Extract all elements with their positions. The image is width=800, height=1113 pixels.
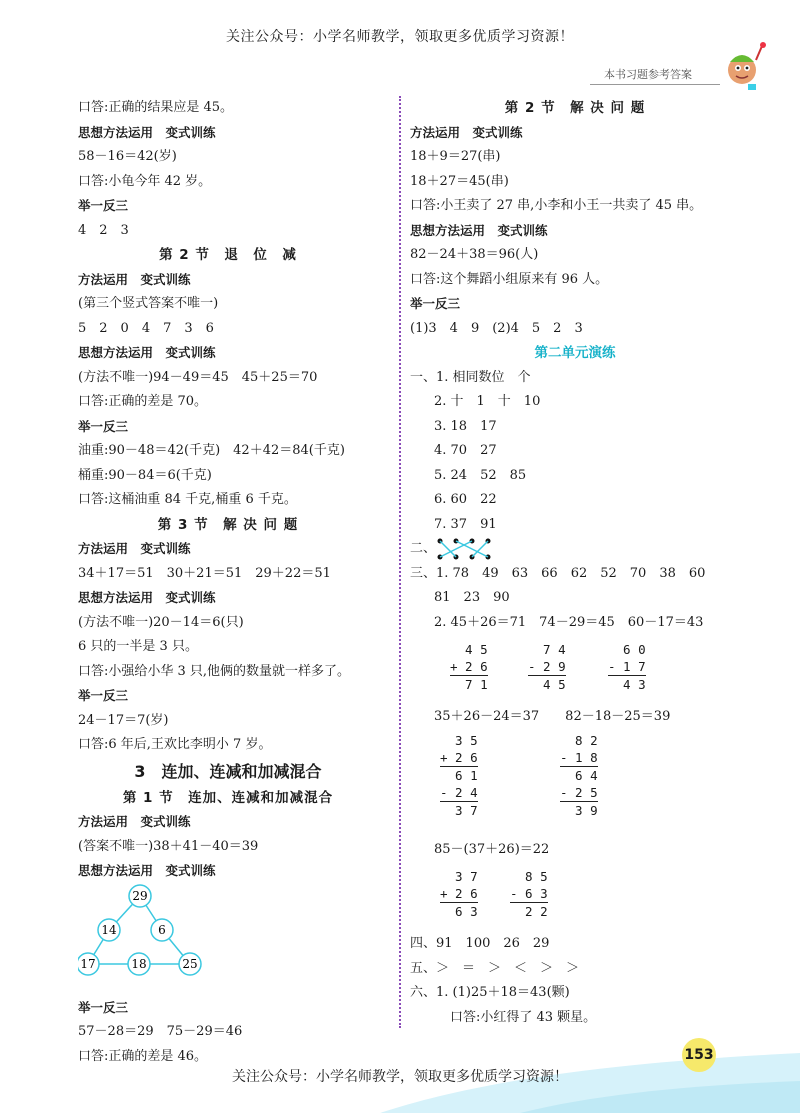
answer-line: 3. 18 17 [434,418,497,434]
section-title: 第 3 节 解 决 问 题 [157,516,299,533]
answer-line: 二、 [410,541,437,556]
subheading: 思想方法运用 变式训练 [410,222,548,238]
triangle-node: 18 [131,956,147,971]
vertical-calc: 3 7 + 2 6 6 3 [440,869,478,919]
section-title: 第 2 节 退 位 减 [159,247,297,263]
answer-line: 口答:小王卖了 27 串,小李和小王一共卖了 45 串。 [410,198,703,213]
answer-line: 口答:正确的结果应是 45。 [78,100,234,115]
vertical-calc: 6 0 - 1 7 4 3 [608,642,646,692]
subheading: 举一反三 [410,296,461,311]
answer-line: 7. 37 91 [434,516,497,532]
triangle-node: 17 [80,956,96,971]
answer-line: 口答:这个舞蹈小组原来有 96 人。 [410,271,609,287]
answer-line: 五、＞ ＝ ＞ ＜ ＞ ＞ [410,960,580,976]
answer-line: 5 2 0 4 7 3 6 [78,320,214,336]
subheading: 方法运用 变式训练 [78,541,191,556]
answer-line: (第三个竖式答案不唯一) [78,296,219,311]
answer-line: 4 2 3 [78,222,129,238]
answer-line: 6 只的一半是 3 只。 [78,639,198,654]
answer-line: 口答:6 年后,王欢比李明小 7 岁。 [78,737,272,752]
answer-line: 5. 24 52 85 [434,467,527,483]
page-number-badge: 153 [682,1038,716,1072]
triangle-node: 6 [158,922,166,937]
answer-line: (答案不唯一)38＋41－40＝39 [78,838,259,854]
vertical-calc: 7 4 - 2 9 4 5 [528,642,566,692]
answer-line: 一、1. 相同数位 个 [410,369,531,385]
subheading: 思想方法运用 变式训练 [78,124,216,140]
matching-lines-icon [434,537,504,561]
subheading: 举一反三 [78,418,129,434]
answer-line: 口答:小强给小华 3 只,他俩的数量就一样多了。 [78,663,351,679]
vertical-calc: 4 5 + 2 6 7 1 [450,642,488,692]
section-title: 第 1 节 连加、连减和加减混合 [122,789,334,806]
answer-line: 口答:正确的差是 46。 [78,1048,208,1064]
triangle-node: 14 [101,922,117,937]
answer-line: 口答:小龟今年 42 岁。 [78,173,212,189]
answer-line: 桶重:90－84＝6(千克) [78,467,212,483]
vertical-calcs-row1 [410,635,740,705]
answer-line: 34＋17＝51 30＋21＝51 29＋22＝51 [78,565,331,581]
answer-line: 18＋27＝45(串) [410,173,509,189]
answer-line: (方法不唯一)20－14＝6(只) [78,614,244,630]
subheading: 方法运用 变式训练 [78,814,191,829]
answer-line: 口答:正确的差是 70。 [78,394,208,409]
answer-line: 油重:90－48＝42(千克) 42＋42＝84(千克) [78,443,345,458]
subheading: 方法运用 变式训练 [78,271,191,287]
unit-review-title: 第二单元演练 [534,345,616,361]
subheading: 举一反三 [78,688,129,703]
answer-line: 24－17＝7(岁) [78,712,169,728]
header-banner: 关注公众号：小学名师教学，领取更多优质学习资源！ [226,29,574,45]
subheading: 思想方法运用 变式训练 [78,590,216,605]
answer-line: (1)3 4 9 (2)4 5 2 3 [410,320,583,336]
vertical-calc: 8 5 - 6 3 2 2 [510,869,548,919]
vertical-calc: 8 2 - 1 8 6 4 - 2 5 3 9 [560,732,598,818]
answer-line: 35＋26－24＝37 82－18－25＝39 [434,709,671,724]
answer-line: 六、1. (1)25＋18＝43(颗) [410,985,570,1000]
subheading: 方法运用 变式训练 [410,124,523,140]
subheading: 举一反三 [78,198,129,213]
answer-line: 82－24＋38＝96(人) [410,247,539,262]
mascot-icon [718,40,770,92]
chapter-title: 3 连加、连减和加减混合 [134,761,322,781]
answer-line: 58－16＝42(岁) [78,149,177,164]
answer-line: 4. 70 27 [434,443,497,458]
answer-line: (方法不唯一)94－49＝45 45＋25＝70 [78,369,318,385]
right-column [410,96,740,1030]
subheading: 思想方法运用 变式训练 [78,345,216,360]
answer-line: 18＋9＝27(串) [410,149,501,164]
number-triangle [78,884,378,996]
answer-line: 2. 45＋26＝71 74－29＝45 60－17＝43 [434,614,704,630]
answer-line: 57－28＝29 75－29＝46 [78,1024,243,1039]
reference-label: 本书习题参考答案 [604,68,692,81]
answer-line: 四、91 100 26 29 [410,936,550,951]
vertical-calcs-row2 [410,730,740,838]
answer-line: 口答:这桶油重 84 千克,桶重 6 千克。 [78,492,297,507]
column-divider [399,96,401,1028]
answer-line: 81 23 90 [434,590,510,605]
subheading: 举一反三 [78,999,129,1015]
triangle-node: 29 [132,888,148,903]
vertical-calc: 3 5 + 2 6 6 1 - 2 4 3 7 [440,732,478,818]
matching-answer [410,537,740,562]
answer-line: 6. 60 22 [434,492,497,507]
left-column [78,96,378,1069]
vertical-calcs-row3 [410,862,740,932]
section-title: 第 2 节 解 决 问 题 [504,100,646,116]
triangle-node: 25 [182,956,198,971]
header-rule [590,84,720,85]
answer-line: 三、1. 78 49 63 66 62 52 70 38 60 [410,565,706,581]
footer-banner: 关注公众号：小学名师教学，领取更多优质学习资源！ [232,1069,568,1085]
answer-line: 口答:小红得了 43 颗星。 [450,1009,597,1025]
answer-line: 2. 十 1 十 10 [434,394,541,409]
answer-line: 85－(37＋26)＝22 [434,841,550,857]
subheading: 思想方法运用 变式训练 [78,863,216,878]
